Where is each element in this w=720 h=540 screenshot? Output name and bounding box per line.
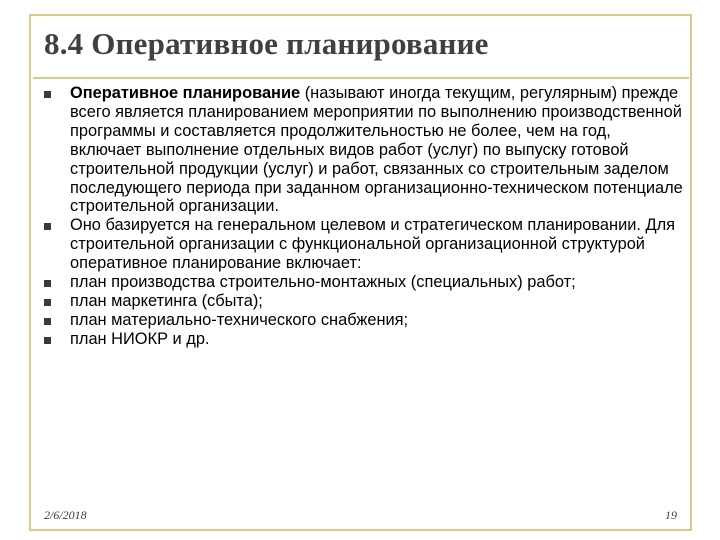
bullet-text: (называют иногда текущим, регулярным) прежде всего является планированием мероприятии по выполнению производственной программы и составляется продолжительностью не более, чем на год, включает выполнение отдельных видов работ (услуг) по выпуску готовой строительной продукции (услуг) и работ, связанных со строительным заделом последующего периода при заданном организационно-техническом потенциале строительной организации. — [70, 84, 683, 216]
bullet-list — [44, 84, 684, 349]
bullet-text: Оно базируется на генеральном целевом и стратегическом планировании. Для строительной организации с функциональной организационной структурой оперативное планирование включает: — [70, 216, 676, 273]
square-bullet-icon — [44, 337, 51, 344]
square-bullet-icon — [44, 299, 51, 306]
bullet-text: план НИОКР и др. — [70, 329, 210, 348]
bullet-item-supply-plan — [44, 311, 684, 330]
bullet-text: план материально-технического снабжения; — [70, 310, 409, 329]
footer-date: 2/6/2018 — [44, 508, 87, 522]
bullet-item-definition — [44, 84, 684, 216]
square-bullet-icon — [44, 318, 51, 325]
title-divider — [33, 77, 689, 79]
bullet-item-production-plan — [44, 273, 684, 292]
slide-number: 19 — [665, 508, 677, 522]
bullet-text: план производства строительно-монтажных (специальных) работ; — [70, 273, 576, 292]
slide-title: 8.4 Оперативное планирование — [44, 26, 489, 61]
bullet-item-rnd-plan — [44, 330, 684, 349]
square-bullet-icon — [44, 91, 51, 98]
square-bullet-icon — [44, 280, 51, 287]
bullet-text: план маркетинга (сбыта); — [70, 291, 263, 310]
square-bullet-icon — [44, 223, 51, 230]
bullet-lead-term: Оперативное планирование — [70, 84, 301, 102]
bullet-item-marketing-plan — [44, 292, 684, 311]
bullet-item-basis — [44, 216, 684, 273]
